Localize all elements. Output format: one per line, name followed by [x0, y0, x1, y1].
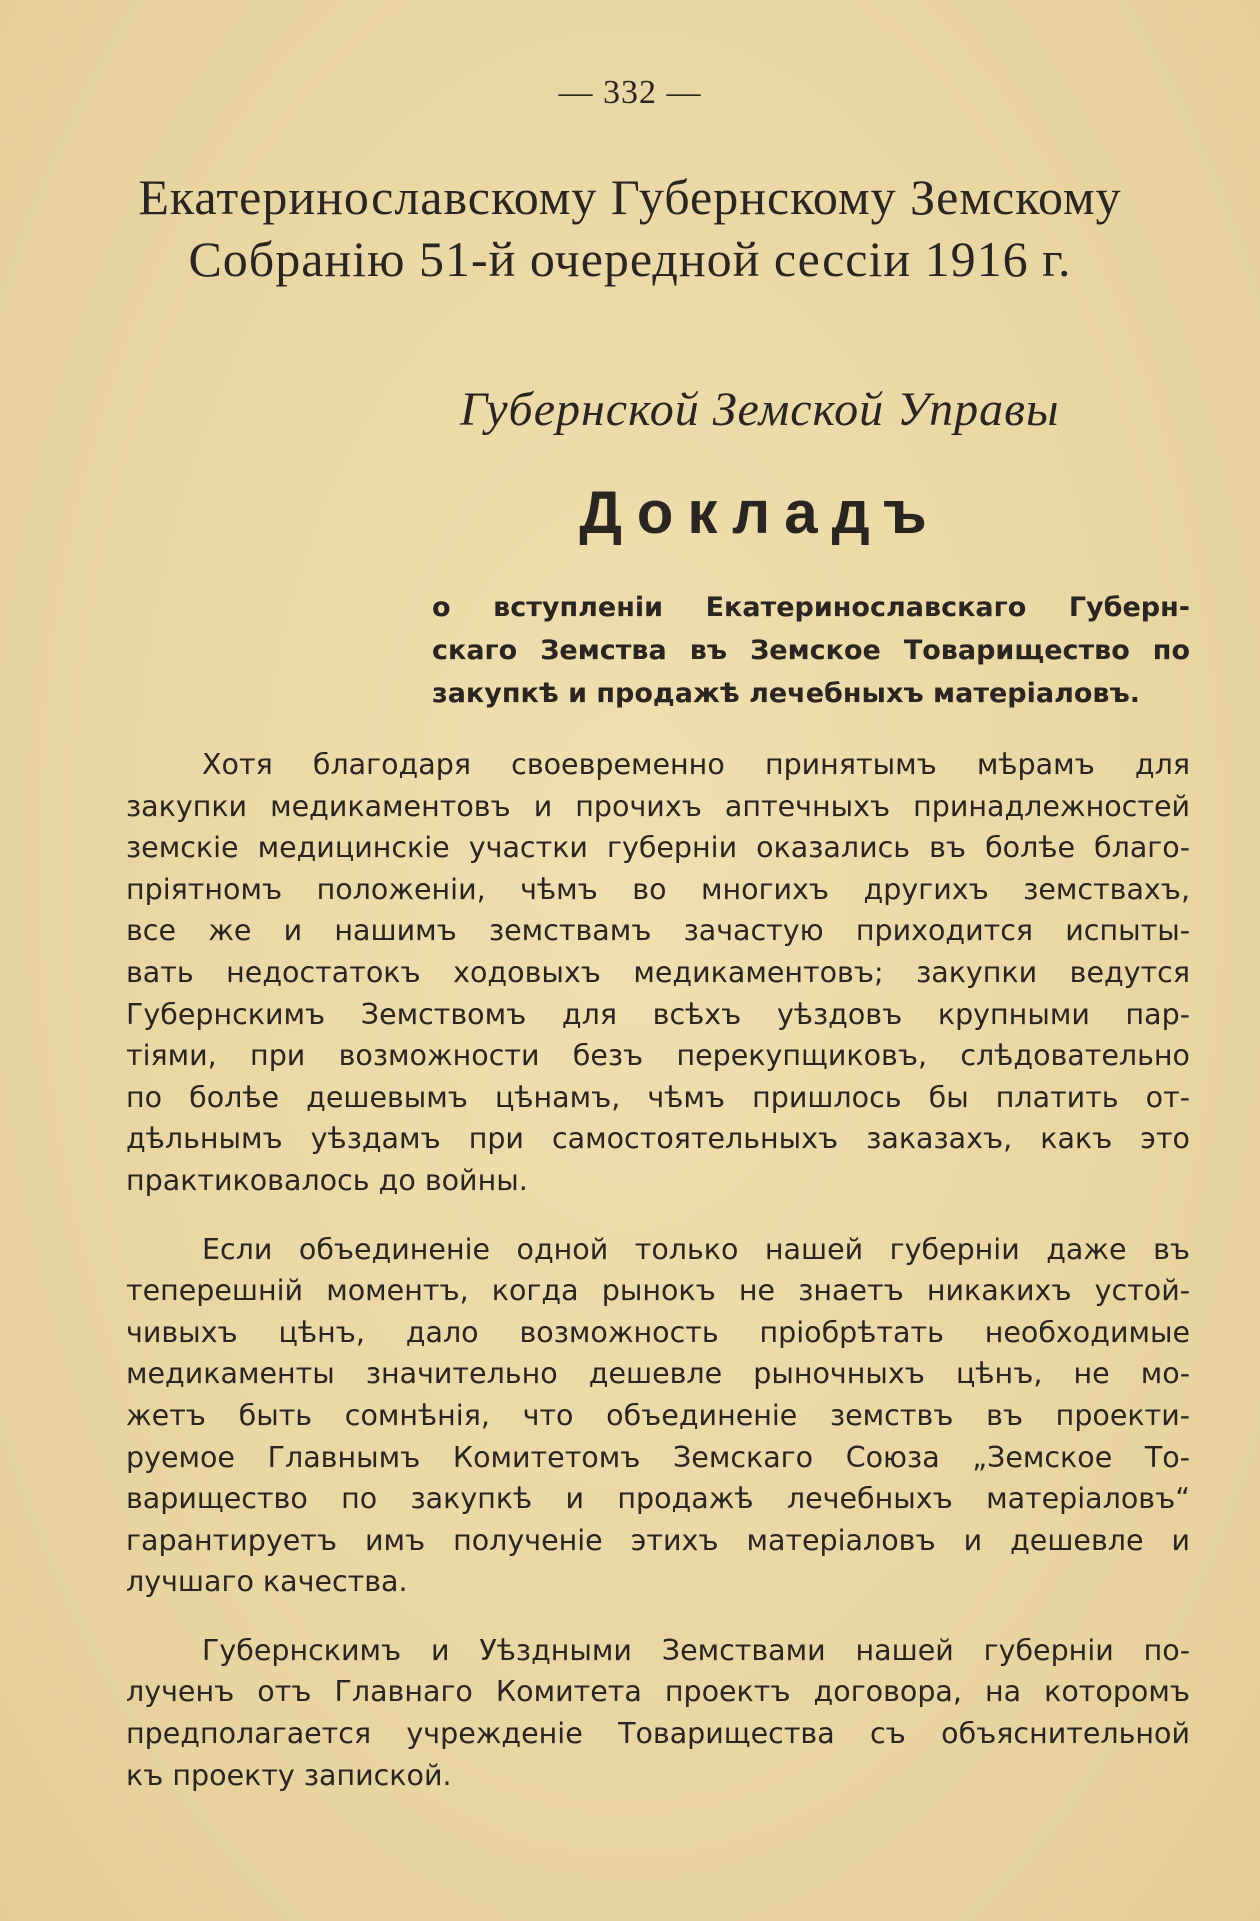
text-line: вать недостатокъ ходовыхъ медикаментовъ; закупки ведутся — [126, 955, 1190, 989]
text-line: земскіе медицинскіе участки губерніи оказались въ болѣе благо- — [126, 831, 1190, 865]
text-line: все же и нашимъ земствамъ зачастую приходится испыты- — [126, 914, 1190, 948]
text-line: лученъ отъ Главнаго Комитета проектъ договора, на которомъ — [126, 1675, 1190, 1709]
paragraph — [126, 744, 1190, 1202]
report-subtitle — [432, 586, 1190, 715]
text-line: Губернскимъ Земствомъ для всѣхъ уѣздовъ крупными пар- — [126, 997, 1190, 1031]
text-line: медикаменты значительно дешевле рыночныхъ цѣнъ, не мо- — [126, 1357, 1190, 1391]
report-title: Докладъ — [579, 479, 941, 546]
text-line: дѣльнымъ уѣздамъ при самостоятельныхъ заказахъ, какъ это — [126, 1122, 1190, 1156]
subtitle-line: о вступленіи Екатеринославскаго Губерн- — [432, 592, 1190, 623]
text-line: къ проекту запиской. — [126, 1758, 452, 1792]
body-text — [126, 744, 1190, 1823]
subhead: Губернской Земской Управы — [460, 383, 1060, 436]
text-line: жетъ быть сомнѣнія, что объединеніе земствъ въ проекти- — [126, 1398, 1190, 1432]
text-line: Если объединеніе одной только нашей губерніи даже въ — [202, 1232, 1190, 1266]
text-line: варищество по закупкѣ и продажѣ лечебныхъ матеріаловъ“ — [126, 1482, 1190, 1516]
page-number: — 332 — — [558, 74, 702, 111]
text-line: Губернскимъ и Уѣздными Земствами нашей губерніи по- — [202, 1633, 1190, 1667]
subtitle-line: скаго Земства въ Земское Товарищество по — [432, 635, 1190, 666]
text-line: гарантируетъ имъ полученіе этихъ матеріаловъ и дешевле и — [126, 1523, 1190, 1557]
text-line: теперешній моментъ, когда рынокъ не знаетъ никакихъ устой- — [126, 1274, 1190, 1308]
address-heading — [100, 166, 1160, 290]
address-line: Собранію 51-й очередной сессіи 1916 г. — [188, 231, 1072, 287]
paragraph — [126, 1229, 1190, 1603]
text-line: предполагается учрежденіе Товарищества съ объяснительной — [126, 1717, 1190, 1751]
subtitle-line: закупкѣ и продажѣ лечебныхъ матеріаловъ. — [432, 678, 1141, 709]
text-line: Хотя благодаря своевременно принятымъ мѣрамъ для — [202, 748, 1190, 781]
text-line: по болѣе дешевымъ цѣнамъ, чѣмъ пришлось бы платить от- — [126, 1080, 1190, 1114]
text-line: чивыхъ цѣнъ, дало возможность пріобрѣтать необходимые — [126, 1315, 1190, 1349]
text-line: пріятномъ положеніи, чѣмъ во многихъ другихъ земствахъ, — [126, 872, 1190, 906]
text-line: закупки медикаментовъ и прочихъ аптечныхъ принадлежностей — [126, 789, 1190, 823]
text-line: практиковалось до войны. — [126, 1163, 528, 1197]
text-line: руемое Главнымъ Комитетомъ Земскаго Союза „Земское То- — [126, 1440, 1190, 1474]
address-line: Екатеринославскому Губернскому Земскому — [138, 169, 1122, 225]
paragraph — [126, 1630, 1190, 1796]
text-line: лучшаго качества. — [126, 1565, 408, 1599]
text-line: тіями, при возможности безъ перекупщиковъ, слѣдовательно — [126, 1039, 1190, 1073]
